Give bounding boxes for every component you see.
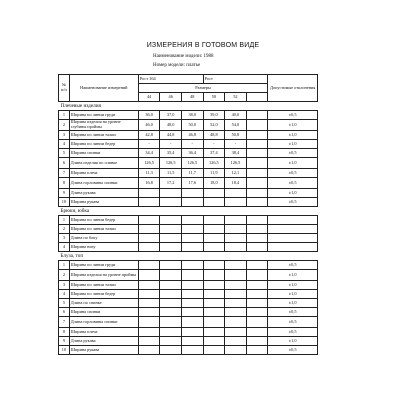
measurement-value [181,261,203,270]
empty-cell [246,346,268,355]
table-row [59,216,318,225]
measurement-value [160,308,182,317]
tolerance-value: ±1,0 [268,299,318,308]
measurement-value: 11,3 [138,169,160,178]
measurement-value [225,225,247,234]
measurement-value: 39,0 [203,111,225,120]
measurement-name: Длина горловины спинки [69,178,138,189]
measurement-name: Ширина спинки [69,149,138,158]
measurement-name: Ширина по линии бедер [69,290,138,299]
measurement-value [181,198,203,207]
measurement-value: - [181,140,203,149]
measurement-value: 46,0 [138,120,160,131]
measurement-value [181,270,203,281]
section-title: Плечевые изделия [59,102,318,111]
measurement-value: 34,4 [138,149,160,158]
table-row [59,261,318,270]
section-title: Блуза, топ [59,252,318,261]
empty-cell [246,290,268,299]
measurement-value [138,308,160,317]
empty-cell [246,149,268,158]
empty-cell [246,281,268,290]
measurement-value [138,346,160,355]
row-number: 1 [59,216,70,225]
section-title: Брюки, юбка [59,207,318,216]
measurements-table [58,74,318,355]
measurement-value [203,337,225,346]
measurement-value [225,216,247,225]
tolerance-value: ±0,5 [268,111,318,120]
measurement-value: 40,0 [225,111,247,120]
measurements-table-body [59,75,318,355]
measurement-sheet [58,38,348,388]
row-number: 3 [59,281,70,290]
measurement-value: 18,0 [203,178,225,189]
row-number: 1 [59,261,70,270]
measurement-value [203,290,225,299]
measurement-value: 126,5 [225,158,247,169]
table-row [59,308,318,317]
measurement-value [225,346,247,355]
tolerance-value: ±0,5 [268,328,318,337]
measurement-value [203,261,225,270]
table-row [59,290,318,299]
measurement-value [225,328,247,337]
table-row [59,111,318,120]
tolerance-value: ±0,5 [268,261,318,270]
measurement-value: 11,7 [181,169,203,178]
measurement-value [138,261,160,270]
measurement-value [138,328,160,337]
measurement-value [225,189,247,198]
measurement-value [203,198,225,207]
table-row [59,299,318,308]
measurement-value: 48,0 [160,120,182,131]
size-50: 50 [203,93,225,102]
measurement-value [181,328,203,337]
empty-cell [246,216,268,225]
empty-cell [246,178,268,189]
tolerance-value: ±0,5 [268,178,318,189]
tolerance-value [268,225,318,234]
measurement-value [138,270,160,281]
empty-cell [246,198,268,207]
empty-cell [246,189,268,198]
measurement-name: Длина по спинке [69,299,138,308]
measurement-value: 54,0 [225,120,247,131]
measurement-value: 35,4 [160,149,182,158]
row-number: 1 [59,111,70,120]
measurement-value: 38,0 [181,111,203,120]
table-row [59,169,318,178]
measurement-value [138,290,160,299]
tolerance-value: ±1,0 [268,281,318,290]
row-number: 4 [59,243,70,252]
header-sizes-label: Размеры [138,84,268,93]
tolerance-value [268,234,318,243]
measurement-name: Ширина по линии бедер [69,216,138,225]
tolerance-value [268,216,318,225]
header-height-2: Рост [203,75,268,84]
measurement-name: Ширина низу [69,243,138,252]
header-tolerance: Допустимые отклонения [268,75,318,102]
measurement-value: 48,8 [203,131,225,140]
table-row [59,243,318,252]
measurement-value [203,281,225,290]
measurement-name: Ширина изделия на уровне проймы [69,270,138,281]
measurement-value [160,299,182,308]
measurement-value [160,328,182,337]
empty-cell [246,317,268,328]
table-row [59,189,318,198]
empty-cell [246,140,268,149]
table-row [59,131,318,140]
size-empty [246,93,268,102]
empty-cell [246,111,268,120]
section-header-row [59,252,318,261]
measurement-value [203,346,225,355]
measurement-value [181,189,203,198]
empty-cell [246,270,268,281]
measurement-value [225,290,247,299]
table-header-row [59,75,318,84]
measurement-name: Ширина плеча [69,328,138,337]
measurement-value [160,225,182,234]
measurement-value: 46,8 [181,131,203,140]
measurement-value [138,234,160,243]
measurement-value [203,225,225,234]
empty-cell [246,299,268,308]
row-number: 6 [59,158,70,169]
measurement-value [138,189,160,198]
measurement-value [181,308,203,317]
table-row [59,198,318,207]
tolerance-value: ±1,0 [268,270,318,281]
model-name-line: Наименование модели: 1988 [153,54,214,59]
row-number: 5 [59,149,70,158]
measurement-value: 126,5 [138,158,160,169]
measurement-value: 18,4 [225,178,247,189]
row-number: 10 [59,198,70,207]
table-row [59,317,318,328]
measurement-value [160,243,182,252]
measurement-value: 44,8 [160,131,182,140]
measurement-value [160,189,182,198]
row-number: 7 [59,169,70,178]
measurement-value [138,317,160,328]
measurement-value: 42,8 [138,131,160,140]
row-number: 2 [59,225,70,234]
measurement-value: - [225,140,247,149]
measurement-value: 37,4 [203,149,225,158]
tolerance-value: ±1,0 [268,189,318,198]
empty-cell [246,131,268,140]
measurement-value: 36,4 [181,149,203,158]
empty-cell [246,328,268,337]
tolerance-value: ±0,5 [268,149,318,158]
measurement-value [160,198,182,207]
header-num: № п/п [59,75,70,102]
measurement-value [181,317,203,328]
measurement-name: Ширина плеча [69,169,138,178]
row-number: 6 [59,308,70,317]
tolerance-value: ±1,0 [268,158,318,169]
measurement-value [225,337,247,346]
measurement-value [225,317,247,328]
row-number: 8 [59,178,70,189]
measurement-value [138,281,160,290]
measurement-value [138,243,160,252]
size-52: 52 [225,93,247,102]
measurement-value [138,337,160,346]
tolerance-value: ±0,5 [268,346,318,355]
measurement-value [203,270,225,281]
tolerance-value: ±0,5 [268,198,318,207]
size-48: 48 [181,93,203,102]
measurement-name: Ширина рукава [69,198,138,207]
measurement-value [203,243,225,252]
empty-cell [246,234,268,243]
table-row [59,140,318,149]
measurement-name: Ширина по линии талии [69,131,138,140]
row-number: 9 [59,337,70,346]
measurement-name: Длина по боку [69,234,138,243]
measurement-value [225,198,247,207]
measurement-value [138,198,160,207]
measurement-value [225,243,247,252]
measurement-value [203,308,225,317]
row-number: 3 [59,131,70,140]
measurement-value [203,317,225,328]
section-header-row [59,102,318,111]
measurement-value [181,225,203,234]
tolerance-value: ±0,5 [268,308,318,317]
row-number: 3 [59,234,70,243]
measurement-value [225,261,247,270]
measurement-value [160,234,182,243]
measurement-value: 126,5 [181,158,203,169]
measurement-value [138,225,160,234]
row-number: 8 [59,328,70,337]
measurement-value: 38,4 [225,149,247,158]
measurement-name: Ширина рукава [69,346,138,355]
measurement-name: Ширина по линии груди [69,261,138,270]
table-row [59,234,318,243]
empty-cell [246,243,268,252]
measurement-value: 11,5 [160,169,182,178]
measurement-value: 126,5 [203,158,225,169]
measurement-value [138,299,160,308]
row-number: 5 [59,299,70,308]
header-name: Наименование измерений [69,75,138,102]
measurement-value: 12,1 [225,169,247,178]
empty-cell [246,337,268,346]
row-number: 4 [59,140,70,149]
tolerance-value: ±1,0 [268,140,318,149]
tolerance-value: ±1,0 [268,120,318,131]
measurement-value [160,281,182,290]
size-46: 46 [160,93,182,102]
measurement-value [160,261,182,270]
table-row [59,225,318,234]
measurement-value [181,281,203,290]
measurement-value: 50,0 [181,120,203,131]
table-row [59,270,318,281]
row-number: 10 [59,346,70,355]
empty-cell [246,120,268,131]
measurement-value: 16,8 [138,178,160,189]
model-number-line: Номер модели: платье [153,63,201,68]
measurement-value [225,299,247,308]
table-row [59,281,318,290]
empty-cell [246,308,268,317]
tolerance-value: ±0,5 [268,317,318,328]
measurement-name: Ширина спинки [69,308,138,317]
measurement-value [203,328,225,337]
measurement-value: 52,0 [203,120,225,131]
row-number: 9 [59,189,70,198]
measurement-value: - [138,140,160,149]
empty-cell [246,158,268,169]
table-row [59,328,318,337]
measurement-value: 50,8 [225,131,247,140]
row-number: 4 [59,290,70,299]
measurement-value [181,290,203,299]
measurement-value [160,337,182,346]
measurement-value [138,216,160,225]
measurement-value [181,346,203,355]
measurement-value [181,337,203,346]
measurement-value [225,281,247,290]
empty-cell [246,261,268,270]
measurement-value [160,290,182,299]
table-row [59,149,318,158]
tolerance-value [268,243,318,252]
size-44: 44 [138,93,160,102]
table-row [59,337,318,346]
header-height-1: Рост 164 [138,75,203,84]
row-number: 2 [59,270,70,281]
measurement-name: Ширина изделия на уровне глубины проймы [69,120,138,131]
row-number: 2 [59,120,70,131]
measurement-value: 17,6 [181,178,203,189]
measurement-value [203,234,225,243]
measurement-value [225,270,247,281]
measurement-name: Длина рукава [69,189,138,198]
empty-cell [246,225,268,234]
measurement-value [203,299,225,308]
measurement-value [181,243,203,252]
measurement-value [203,189,225,198]
measurement-name: Длина горловины спинки [69,317,138,328]
measurement-value: 17,2 [160,178,182,189]
measurement-value [181,234,203,243]
measurement-value [225,308,247,317]
measurement-value: 126,5 [160,158,182,169]
measurement-value: 37,0 [160,111,182,120]
measurement-name: Длина рукава [69,337,138,346]
measurement-name: Ширина по линии груди [69,111,138,120]
table-row [59,120,318,131]
section-header-row [59,207,318,216]
measurement-value: - [160,140,182,149]
measurement-name: Длина изделия по спинке [69,158,138,169]
measurement-value [160,270,182,281]
measurement-value [181,299,203,308]
measurement-value [181,216,203,225]
measurement-value [160,317,182,328]
measurement-value: 36,0 [138,111,160,120]
measurement-name: Ширина по линии бедер [69,140,138,149]
page-title: ИЗМЕРЕНИЯ В ГОТОВОМ ВИДЕ [146,42,260,49]
measurement-name: Ширина по линии талии [69,225,138,234]
measurement-value: 11,9 [203,169,225,178]
tolerance-value: ±0,5 [268,169,318,178]
measurement-value [160,216,182,225]
tolerance-value: ±1,0 [268,290,318,299]
table-row [59,158,318,169]
tolerance-value: ±1,0 [268,337,318,346]
measurement-value [225,234,247,243]
measurement-name: Ширина по линии талии [69,281,138,290]
table-row [59,178,318,189]
measurement-value [203,216,225,225]
table-row [59,346,318,355]
row-number: 7 [59,317,70,328]
tolerance-value: ±1,0 [268,131,318,140]
measurement-value [160,346,182,355]
measurement-value: - [203,140,225,149]
empty-cell [246,169,268,178]
